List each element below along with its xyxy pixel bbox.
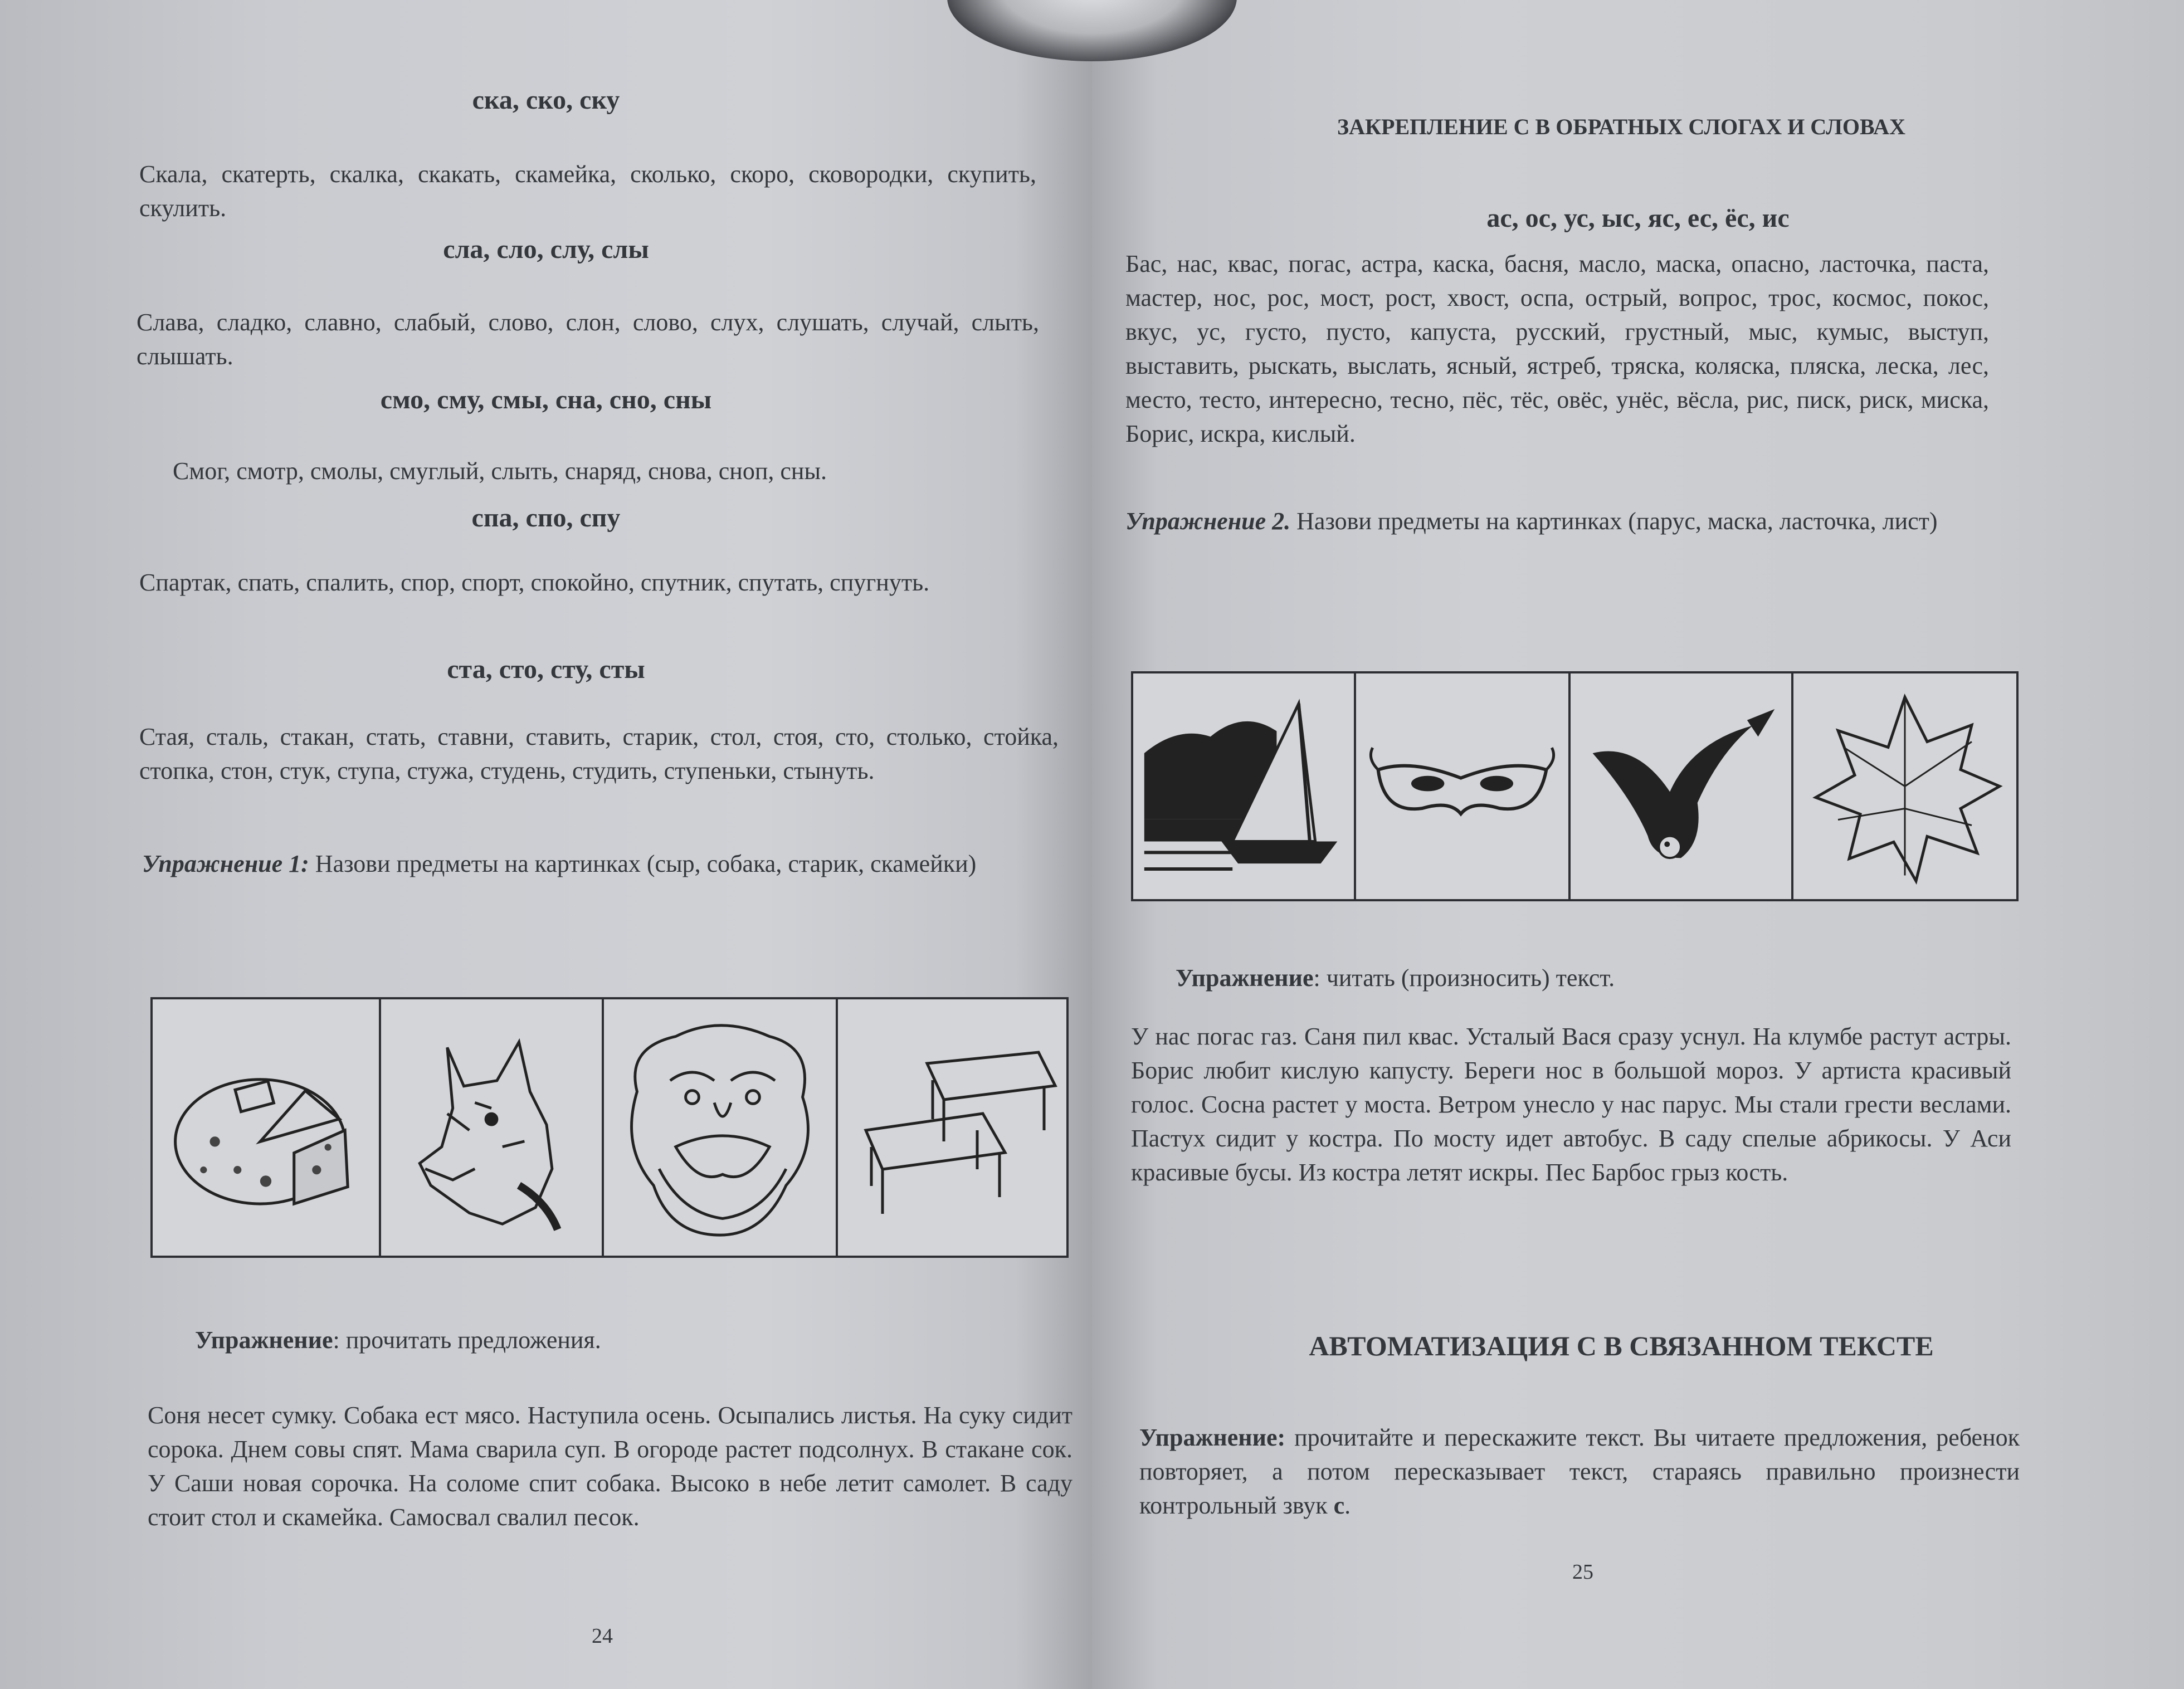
swallow-icon — [1571, 673, 1791, 899]
exercise-read-text-block — [1176, 961, 2011, 995]
section-title-reverse-syllables: ЗАКРЕПЛЕНИЕ С В ОБРАТНЫХ СЛОГАХ И СЛОВАХ — [1337, 114, 1905, 139]
sentences-paragraph: Соня несет сумку. Собака ест мясо. Наступила осень. Осыпались листья. На суку сидит сорока. Днем совы спят. Мама сварила суп. В огороде растет подсолнух. В стакане сок. У Саши новая сорочка. На соломе спит собака. Высоко в небе летит самолет. В саду стоит стол и скамейка. Самосвал свалил песок. — [148, 1402, 1072, 1531]
syllables-heading-smo: смо, сму, смы, сна, сно, сны — [380, 385, 712, 414]
benches-picture — [838, 999, 1066, 1256]
syllables-heading-ska: ска, ско, ску — [472, 85, 620, 115]
sailboat-picture — [1133, 673, 1356, 899]
old-man-icon — [604, 999, 836, 1256]
mask-icon — [1356, 673, 1568, 899]
exercise-1-text: Назови предметы на картинках (сыр, собака, старик, скамейки) — [309, 850, 977, 877]
page-number-right: 25 — [1572, 1560, 1593, 1584]
words-sla: Слава, сладко, славно, слабый, слово, слон, слово, слух, слушать, случай, слыть, слышать. — [136, 309, 1039, 370]
words-as: Бас, нас, квас, погас, астра, каска, басня, масло, маска, опасно, ласточка, паста, мастер, нос, рос, мост, рост, хвост, оспа, острый, вопрос, трос, космос, покос, вкус, ус, густо, пусто, капуста, русский, грустный, мыс, кумыс, выступ, выставить, рыскать, выслать, ясный, ястреб, тряска, коляска, пляска, леска, лес, место, тесто, интересно, тесно, пёс, тёс, овёс, унёс, вёсла, рис, писк, риск, миска, Борис, искра, кислый. — [1125, 250, 1989, 447]
syllables-heading-spa: спа, спо, спу — [471, 503, 621, 533]
right-page — [1092, 0, 2184, 1689]
exercise-retell-title: Упражнение: — [1139, 1424, 1286, 1451]
words-smo: Смог, смотр, смолы, смуглый, слыть, снаряд, снова, сноп, сны. — [173, 457, 827, 485]
old-man-picture — [604, 999, 838, 1256]
reading-text-paragraph: У нас погас газ. Саня пил квас. Усталый Вася сразу уснул. На клумбе растут астры. Борис любит кислую капусту. Береги нос в большой мороз. У артиста красивый голос. Сосна растет у моста. Ветром унесло у нас парус. Мы стали грести веслами. Пастух сидит у костра. По мосту идет автобус. В саду спелые абрикосы. У Аси красивые бусы. Из костра летят искры. Пес Барбос грыз кость. — [1131, 1023, 2011, 1186]
control-sound: с — [1333, 1492, 1345, 1519]
exercise-read-title-right: Упражнение — [1176, 964, 1314, 992]
exercise-read-text-right: : читать (произносить) текст. — [1313, 964, 1615, 992]
words-ska: Скала, скатерть, скалка, скакать, скамейка, сколько, скоро, сковородки, скупить, скулить. — [139, 160, 1036, 222]
cheese-picture — [153, 999, 381, 1256]
words-sta: Стая, сталь, стакан, стать, ставни, ставить, старик, стол, стоя, сто, столько, стойка, стопка, стон, стук, ступа, стужа, студень, студить, ступеньки, стынуть. — [139, 723, 1059, 784]
exercise-read-text: : прочитать предложения. — [333, 1326, 601, 1354]
section-title-connected-text: АВТОМАТИЗАЦИЯ С В СВЯЗАННОМ ТЕКСТЕ — [1309, 1330, 1934, 1361]
cheese-icon — [153, 999, 379, 1256]
syllables-heading-sla: сла, сло, слу, слы — [443, 235, 649, 264]
dog-picture — [381, 999, 604, 1256]
dog-icon — [381, 999, 602, 1256]
mask-picture — [1356, 673, 1571, 899]
syllables-heading-sta: ста, сто, сту, сты — [447, 655, 645, 684]
leaf-picture — [1793, 673, 2016, 899]
leaf-icon — [1793, 673, 2016, 899]
benches-icon — [838, 999, 1066, 1256]
exercise-2-title: Упражнение 2. — [1125, 507, 1291, 535]
exercise-read-title: Упражнение — [195, 1326, 333, 1354]
exercise-1 — [142, 847, 1061, 881]
left-picture-row — [150, 997, 1069, 1258]
exercise-read-sentences — [195, 1323, 1031, 1357]
syllables-heading-as: ас, ос, ус, ыс, яс, ес, ёс, ис — [1486, 203, 1790, 233]
retell-period: . — [1344, 1492, 1351, 1519]
exercise-retell-text: прочитайте и перескажите текст. Вы читаете предложения, ребенок повторяет, а потом пересказывает текст, стараясь правильно произнести контрольный звук — [1139, 1424, 2020, 1519]
exercise-2-text: Назови предметы на картинках (парус, маска, ласточка, лист) — [1290, 507, 1938, 535]
right-picture-row — [1131, 671, 2019, 901]
sailboat-icon — [1133, 673, 1354, 899]
exercise-retell — [1139, 1420, 2020, 1522]
words-spa: Спартак, спать, спалить, спор, спорт, спокойно, спутник, спутать, спугнуть. — [139, 569, 930, 596]
page-number-left: 24 — [592, 1624, 613, 1648]
exercise-2 — [1125, 504, 1995, 538]
swallow-picture — [1571, 673, 1793, 899]
exercise-1-title: Упражнение 1: — [142, 850, 309, 877]
